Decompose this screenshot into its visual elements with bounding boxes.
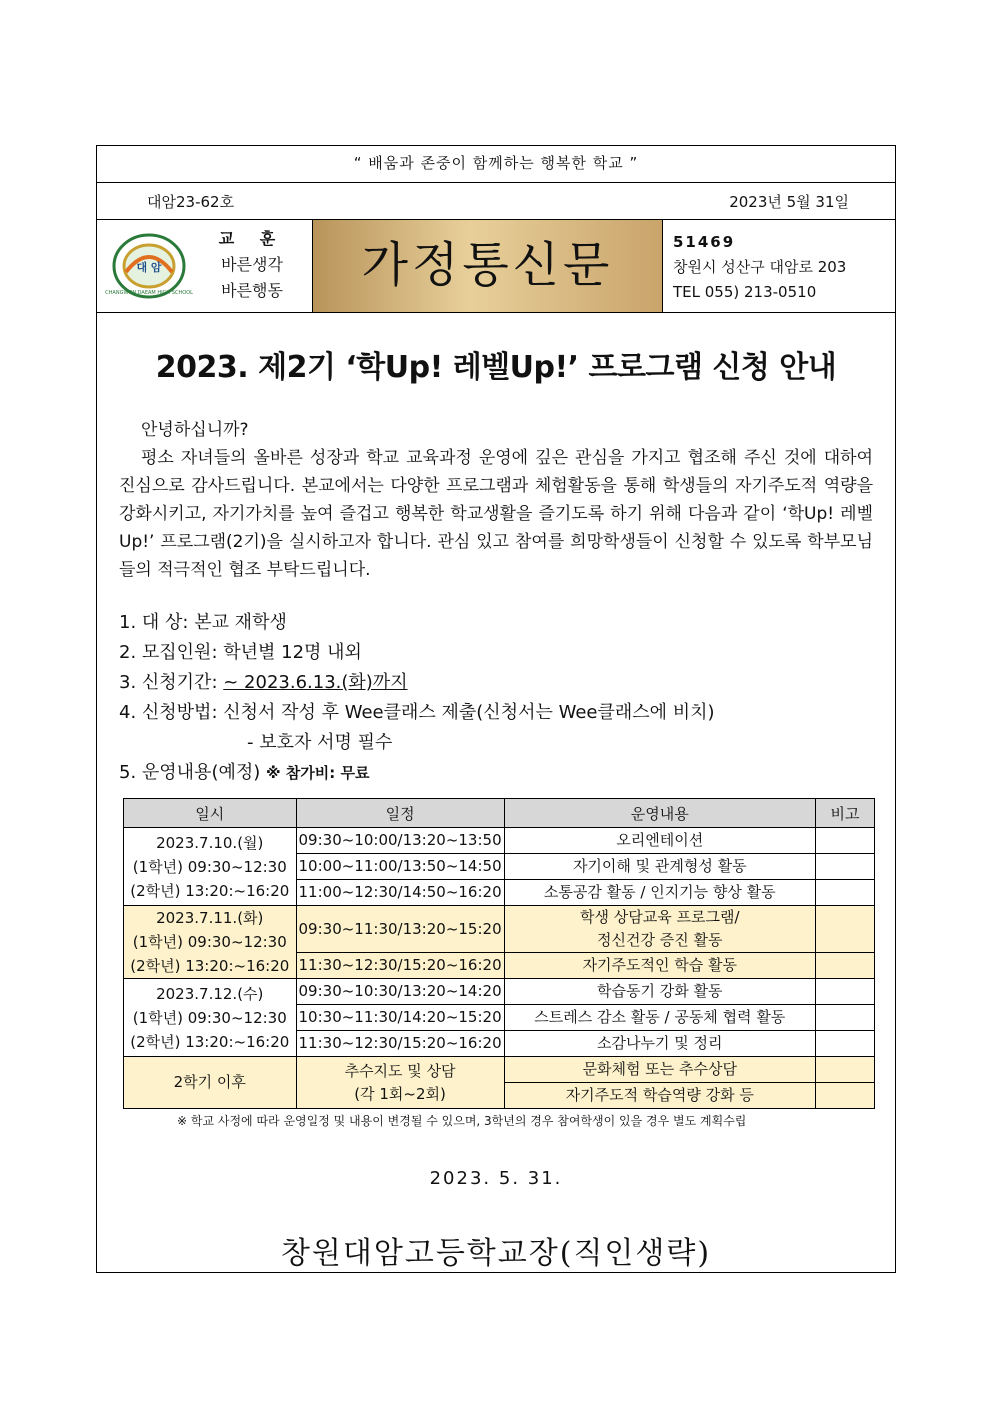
- table-row: [124, 1057, 875, 1083]
- info-list: [119, 608, 715, 788]
- time-cell: 10:30~11:30/14:20~15:20: [296, 1005, 504, 1031]
- motto-line-2: 바른행동: [221, 281, 283, 300]
- date-cell: 2023.7.11.(화) (1학년) 09:30~12:30 (2학년) 13:20:~16:20: [124, 906, 297, 979]
- note-cell: [815, 1057, 874, 1083]
- newsletter-frame: [96, 145, 896, 1273]
- col-header: 일정: [296, 799, 504, 828]
- content-cell: 문화체험 또는 추수상담: [504, 1057, 815, 1083]
- col-header: 비고: [815, 799, 874, 828]
- list-item-target: 1. 대 상: 본교 재학생: [119, 612, 287, 633]
- note-cell: [815, 979, 874, 1005]
- list-item-content: 5. 운영내용(예정) ※ 참가비: 무료: [119, 762, 370, 783]
- content-cell: 자기주도적인 학습 활동: [504, 953, 815, 979]
- list-item-method: 4. 신청방법: 신청서 작성 후 Wee클래스 제출(신청서는 Wee클래스에 비치): [119, 702, 715, 723]
- content-cell: 오리엔테이션: [504, 828, 815, 854]
- document-title: 2023. 제2기 ‘학Up! 레벨Up!’ 프로그램 신청 안내: [155, 350, 837, 385]
- motto-title: 교 훈: [218, 229, 286, 248]
- col-header: 운영내용: [504, 799, 815, 828]
- note-cell: [815, 1005, 874, 1031]
- list-item-recruit: 2. 모집인원: 학년별 12명 내외: [119, 642, 362, 663]
- content-cell: 학생 상담교육 프로그램/ 정신건강 증진 활동: [504, 906, 815, 953]
- col-header: 일시: [124, 799, 297, 828]
- note-cell: [815, 1031, 874, 1057]
- issue-number: 대암23-62호: [147, 193, 235, 211]
- schedule-note: ※ 학교 사정에 따라 운영일정 및 내용이 변경될 수 있으며, 3학년의 경우 참여학생이 있을 경우 별도 계획수립: [177, 1114, 747, 1128]
- issue-date: 2023년 5월 31일: [729, 193, 849, 211]
- content-cell: 학습동기 강화 활동: [504, 979, 815, 1005]
- address: 창원시 성산구 대암로 203: [673, 258, 847, 276]
- table-header-row: [124, 799, 875, 828]
- content-cell: 소감나누기 및 정리: [504, 1031, 815, 1057]
- school-address: [673, 230, 846, 305]
- postcode: 51469: [673, 233, 736, 251]
- table-row: [124, 906, 875, 953]
- schedule-table: [123, 798, 875, 1109]
- note-cell: [815, 854, 874, 880]
- school-logo: [105, 232, 193, 300]
- date-cell: 2023.7.12.(수) (1학년) 09:30~12:30 (2학년) 13:20:~16:20: [124, 979, 297, 1057]
- newsletter-title: 가정통신문: [312, 220, 663, 312]
- table-row: [124, 979, 875, 1005]
- time-cell: 추수지도 및 상담 (각 1회~2회): [296, 1057, 504, 1109]
- school-motto: [207, 226, 297, 304]
- body-paragraph: 평소 자녀들의 올바른 성장과 학교 교육과정 운영에 깊은 관심을 가지고 협조해 주신 것에 대하여 진심으로 감사드립니다. 본교에서는 다양한 프로그램과 체험활동을 통해 학생들의 자기주도적 역량을 강화시키고, 자기가치를 높여 즐겁고 행복한 학교생활을 즐기도록 하기 위해 다음과 같이 ‘학Up! 레벨Up!’ 프로그램(2기)을 실시하고자 합니다. 관심 있고 참여를 희망학생들이 신청할 수 있도록 학부모님들의 적극적인 협조 부탁드립니다.: [119, 448, 873, 580]
- time-cell: 11:30~12:30/15:20~16:20: [296, 953, 504, 979]
- date-cell: 2학기 이후: [124, 1057, 297, 1109]
- greeting: 안녕하십니까?: [141, 420, 249, 440]
- telephone: TEL 055) 213-0510: [673, 283, 817, 301]
- note-cell: [815, 880, 874, 906]
- time-cell: 09:30~10:00/13:20~13:50: [296, 828, 504, 854]
- time-cell: 09:30~10:30/13:20~14:20: [296, 979, 504, 1005]
- svg-text:대 암: 대 암: [136, 261, 162, 274]
- body-text: [119, 416, 873, 584]
- time-cell: 11:00~12:30/14:50~16:20: [296, 880, 504, 906]
- content-cell: 스트레스 감소 활동 / 공동체 협력 활동: [504, 1005, 815, 1031]
- time-cell: 11:30~12:30/15:20~16:20: [296, 1031, 504, 1057]
- issue-row: [97, 183, 895, 220]
- note-cell: [815, 906, 874, 953]
- content-cell: 자기주도적 학습역량 강화 등: [504, 1083, 815, 1109]
- time-cell: 10:00~11:00/13:50~14:50: [296, 854, 504, 880]
- school-slogan: “ 배움과 존중이 함께하는 행복한 학교 ”: [97, 146, 895, 183]
- motto-line-1: 바른생각: [221, 255, 283, 274]
- time-cell: 09:30~11:30/13:20~15:20: [296, 906, 504, 953]
- list-item-method-sub: - 보호자 서명 필수: [247, 732, 393, 753]
- list-item-period: 3. 신청기간: ~ 2023.6.13.(화)까지: [119, 672, 408, 693]
- masthead: [97, 220, 895, 313]
- sign-date: 2023. 5. 31.: [429, 1168, 563, 1189]
- principal-signature: 창원대암고등학교장(직인생략): [280, 1236, 712, 1271]
- table-row: [124, 828, 875, 854]
- svg-text:CHANGWON DAEAM HIGH SCHOOL: CHANGWON DAEAM HIGH SCHOOL: [105, 290, 193, 296]
- content-cell: 소통공감 활동 / 인지기능 향상 활동: [504, 880, 815, 906]
- content-cell: 자기이해 및 관계형성 활동: [504, 854, 815, 880]
- note-cell: [815, 1083, 874, 1109]
- note-cell: [815, 828, 874, 854]
- note-cell: [815, 953, 874, 979]
- date-cell: 2023.7.10.(월) (1학년) 09:30~12:30 (2학년) 13:20:~16:20: [124, 828, 297, 906]
- fee-note: ※ 참가비: 무료: [266, 764, 370, 782]
